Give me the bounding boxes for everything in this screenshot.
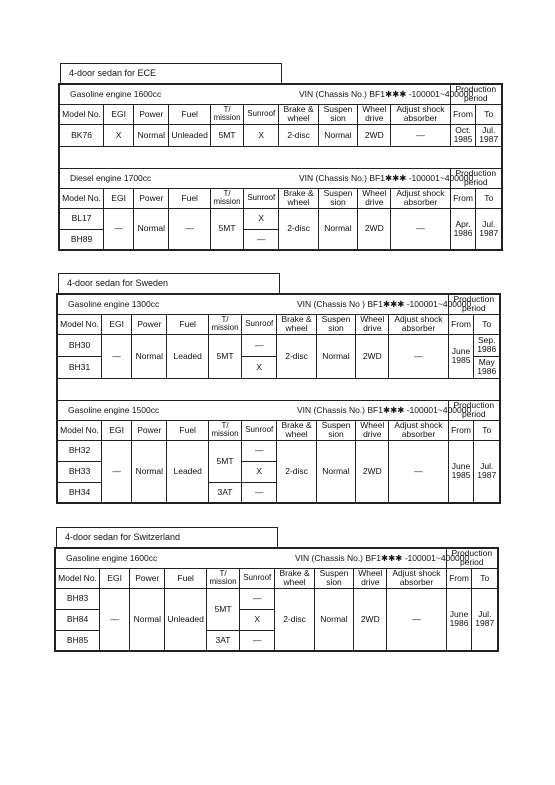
engine-header bbox=[57, 400, 472, 420]
engine-header bbox=[59, 168, 474, 188]
wheel-drive-cell: 2WD bbox=[354, 588, 387, 651]
power-cell: Normal bbox=[130, 588, 165, 651]
shock-cell: — bbox=[391, 124, 450, 146]
egi-cell: — bbox=[104, 208, 134, 250]
spacer-row bbox=[59, 146, 502, 168]
power-header: Power bbox=[132, 420, 167, 440]
brake-header: Brake & wheel bbox=[279, 188, 318, 208]
sunroof-cell: — bbox=[242, 482, 277, 503]
spacer-row bbox=[57, 378, 500, 400]
wheel-drive-cell: 2WD bbox=[358, 208, 391, 250]
from-header: From bbox=[448, 314, 474, 334]
sunroof-cell: — bbox=[240, 630, 275, 651]
switzerland-table bbox=[54, 547, 499, 652]
wheel-drive-cell: 2WD bbox=[356, 334, 389, 378]
fuel-cell: Unleaded bbox=[169, 124, 210, 146]
fuel-cell: — bbox=[169, 208, 210, 250]
wheel-drive-header: Wheel drive bbox=[358, 188, 391, 208]
model-cell: BH34 bbox=[57, 482, 102, 503]
shock-header: Adjust shock absorber bbox=[389, 314, 448, 334]
fuel-cell: Leaded bbox=[167, 334, 208, 378]
from-header: From bbox=[446, 568, 472, 588]
power-header: Power bbox=[134, 104, 169, 124]
sweden-title: 4-door sedan for Sweden bbox=[58, 273, 280, 293]
to-cell: Jul. 1987 bbox=[476, 208, 502, 250]
to-cell: Jul. 1987 bbox=[474, 440, 500, 503]
sunroof-cell: X bbox=[244, 208, 279, 229]
model-cell: BH32 bbox=[57, 440, 102, 461]
fuel-header: Fuel bbox=[167, 314, 208, 334]
to-header: To bbox=[472, 568, 498, 588]
to-header: To bbox=[474, 420, 500, 440]
engine-header bbox=[55, 548, 470, 568]
wheel-drive-cell: 2WD bbox=[356, 440, 389, 503]
power-header: Power bbox=[130, 568, 165, 588]
shock-cell: — bbox=[389, 334, 448, 378]
fuel-header: Fuel bbox=[169, 104, 210, 124]
engine-label: Gasoline engine 1600cc bbox=[70, 88, 162, 99]
vin-label: VIN (Chassis No.) BF1✱✱✱ -100001~400000 bbox=[295, 552, 470, 563]
wheel-drive-header: Wheel drive bbox=[356, 420, 389, 440]
power-header: Power bbox=[132, 314, 167, 334]
brake-header: Brake & wheel bbox=[277, 420, 316, 440]
suspension-header: Suspen sion bbox=[316, 420, 355, 440]
production-period-header: Production period bbox=[446, 548, 498, 568]
table-row bbox=[55, 588, 498, 609]
sunroof-header: Sunroof bbox=[244, 104, 279, 124]
tmission-cell: 3AT bbox=[206, 630, 239, 651]
brake-header: Brake & wheel bbox=[279, 104, 318, 124]
model-cell: BH31 bbox=[57, 356, 102, 378]
to-cell: Sep. 1986 bbox=[474, 334, 500, 356]
fuel-header: Fuel bbox=[169, 188, 210, 208]
egi-header: EGI bbox=[102, 314, 132, 334]
egi-header: EGI bbox=[102, 420, 132, 440]
production-period-header: Production period bbox=[450, 168, 502, 188]
tmission-header: T/ mission bbox=[208, 420, 241, 440]
model-cell: BH33 bbox=[57, 461, 102, 482]
suspension-header: Suspen sion bbox=[318, 104, 357, 124]
from-cell: June 1985 bbox=[448, 440, 474, 503]
tmission-cell: 5MT bbox=[210, 124, 243, 146]
tmission-cell: 5MT bbox=[208, 334, 241, 378]
vin-label: VIN (Chassis No ) BF1✱✱✱ -100001~400000 bbox=[297, 298, 472, 309]
to-header: To bbox=[476, 104, 502, 124]
brake-cell: 2-disc bbox=[279, 208, 318, 250]
power-cell: Normal bbox=[134, 208, 169, 250]
production-period-header: Production period bbox=[448, 294, 500, 314]
wheel-drive-header: Wheel drive bbox=[358, 104, 391, 124]
shock-cell: — bbox=[387, 588, 446, 651]
power-cell: Normal bbox=[132, 334, 167, 378]
model-header: Model No. bbox=[59, 188, 104, 208]
power-cell: Normal bbox=[134, 124, 169, 146]
suspension-cell: Normal bbox=[314, 588, 353, 651]
to-header: To bbox=[474, 314, 500, 334]
model-header: Model No. bbox=[59, 104, 104, 124]
engine-label: Gasoline engine 1300cc bbox=[68, 298, 160, 309]
model-header: Model No. bbox=[57, 314, 102, 334]
power-header: Power bbox=[134, 188, 169, 208]
suspension-cell: Normal bbox=[318, 208, 357, 250]
egi-cell: — bbox=[102, 334, 132, 378]
model-cell: BH84 bbox=[55, 609, 100, 630]
model-cell: BH89 bbox=[59, 229, 104, 250]
tmission-header: T/ mission bbox=[210, 188, 243, 208]
switzerland-title: 4-door sedan for Switzerland bbox=[56, 527, 278, 547]
to-cell: Jul. 1987 bbox=[472, 588, 498, 651]
to-header: To bbox=[476, 188, 502, 208]
from-header: From bbox=[450, 104, 476, 124]
egi-cell: — bbox=[100, 588, 130, 651]
vin-label: VIN (Chassis No.) BF1✱✱✱ -100001~400000 bbox=[299, 88, 474, 99]
sunroof-cell: X bbox=[244, 124, 279, 146]
vin-label: VIN (Chassis No.) BF1✱✱✱ -100001~400000 bbox=[299, 172, 474, 183]
sunroof-cell: — bbox=[242, 440, 277, 461]
suspension-header: Suspen sion bbox=[316, 314, 355, 334]
sunroof-cell: X bbox=[240, 609, 275, 630]
tmission-header: T/ mission bbox=[210, 104, 243, 124]
engine-header bbox=[57, 294, 472, 314]
fuel-header: Fuel bbox=[165, 568, 206, 588]
ece-title: 4-door sedan for ECE bbox=[60, 63, 282, 83]
to-cell: Jul. 1987 bbox=[476, 124, 502, 146]
brake-cell: 2-disc bbox=[277, 334, 316, 378]
table-row bbox=[59, 208, 502, 229]
from-cell: Apr. 1986 bbox=[450, 208, 476, 250]
table-row bbox=[59, 124, 502, 146]
engine-label: Gasoline engine 1500cc bbox=[68, 404, 160, 415]
suspension-cell: Normal bbox=[318, 124, 357, 146]
model-cell: BK76 bbox=[59, 124, 104, 146]
wheel-drive-header: Wheel drive bbox=[356, 314, 389, 334]
sunroof-header: Sunroof bbox=[242, 314, 277, 334]
sunroof-header: Sunroof bbox=[244, 188, 279, 208]
brake-header: Brake & wheel bbox=[275, 568, 314, 588]
from-header: From bbox=[448, 420, 474, 440]
model-header: Model No. bbox=[55, 568, 100, 588]
shock-header: Adjust shock absorber bbox=[387, 568, 446, 588]
brake-cell: 2-disc bbox=[275, 588, 314, 651]
tmission-cell: 5MT bbox=[208, 440, 241, 482]
egi-header: EGI bbox=[104, 104, 134, 124]
sunroof-header: Sunroof bbox=[240, 568, 275, 588]
brake-cell: 2-disc bbox=[279, 124, 318, 146]
wheel-drive-header: Wheel drive bbox=[354, 568, 387, 588]
tmission-cell: 5MT bbox=[206, 588, 239, 630]
fuel-cell: Leaded bbox=[167, 440, 208, 503]
table-row bbox=[57, 334, 500, 356]
brake-header: Brake & wheel bbox=[277, 314, 316, 334]
suspension-cell: Normal bbox=[316, 334, 355, 378]
sunroof-cell: X bbox=[242, 461, 277, 482]
to-cell: May 1986 bbox=[474, 356, 500, 378]
tmission-header: T/ mission bbox=[208, 314, 241, 334]
sunroof-cell: X bbox=[242, 356, 277, 378]
sunroof-cell: — bbox=[244, 229, 279, 250]
suspension-header: Suspen sion bbox=[314, 568, 353, 588]
egi-cell: X bbox=[104, 124, 134, 146]
tmission-cell: 3AT bbox=[208, 482, 241, 503]
production-period-header: Production period bbox=[448, 400, 500, 420]
sunroof-cell: — bbox=[240, 588, 275, 609]
model-cell: BH30 bbox=[57, 334, 102, 356]
engine-header bbox=[59, 84, 474, 104]
tmission-header: T/ mission bbox=[206, 568, 239, 588]
egi-header: EGI bbox=[100, 568, 130, 588]
shock-cell: — bbox=[391, 208, 450, 250]
egi-cell: — bbox=[102, 440, 132, 503]
shock-header: Adjust shock absorber bbox=[391, 188, 450, 208]
egi-header: EGI bbox=[104, 188, 134, 208]
shock-header: Adjust shock absorber bbox=[391, 104, 450, 124]
engine-label: Gasoline engine 1600cc bbox=[66, 552, 158, 563]
from-cell: June 1986 bbox=[446, 588, 472, 651]
power-cell: Normal bbox=[132, 440, 167, 503]
production-period-header: Production period bbox=[450, 84, 502, 104]
suspension-cell: Normal bbox=[316, 440, 355, 503]
from-cell: June 1985 bbox=[448, 334, 474, 378]
model-cell: BL17 bbox=[59, 208, 104, 229]
vin-label: VIN (Chassis No.) BF1✱✱✱ -100001~400000 bbox=[297, 404, 472, 415]
wheel-drive-cell: 2WD bbox=[358, 124, 391, 146]
tmission-cell: 5MT bbox=[210, 208, 243, 250]
sunroof-header: Sunroof bbox=[242, 420, 277, 440]
sweden-table bbox=[56, 293, 501, 504]
shock-cell: — bbox=[389, 440, 448, 503]
suspension-header: Suspen sion bbox=[318, 188, 357, 208]
shock-header: Adjust shock absorber bbox=[389, 420, 448, 440]
model-header: Model No. bbox=[57, 420, 102, 440]
from-cell: Oct. 1985 bbox=[450, 124, 476, 146]
from-header: From bbox=[450, 188, 476, 208]
brake-cell: 2-disc bbox=[277, 440, 316, 503]
sunroof-cell: — bbox=[242, 334, 277, 356]
model-cell: BH83 bbox=[55, 588, 100, 609]
table-row bbox=[57, 440, 500, 461]
engine-label: Diesel engine 1700cc bbox=[70, 172, 152, 183]
fuel-cell: Unleaded bbox=[165, 588, 206, 651]
model-cell: BH85 bbox=[55, 630, 100, 651]
fuel-header: Fuel bbox=[167, 420, 208, 440]
ece-table bbox=[58, 83, 503, 251]
